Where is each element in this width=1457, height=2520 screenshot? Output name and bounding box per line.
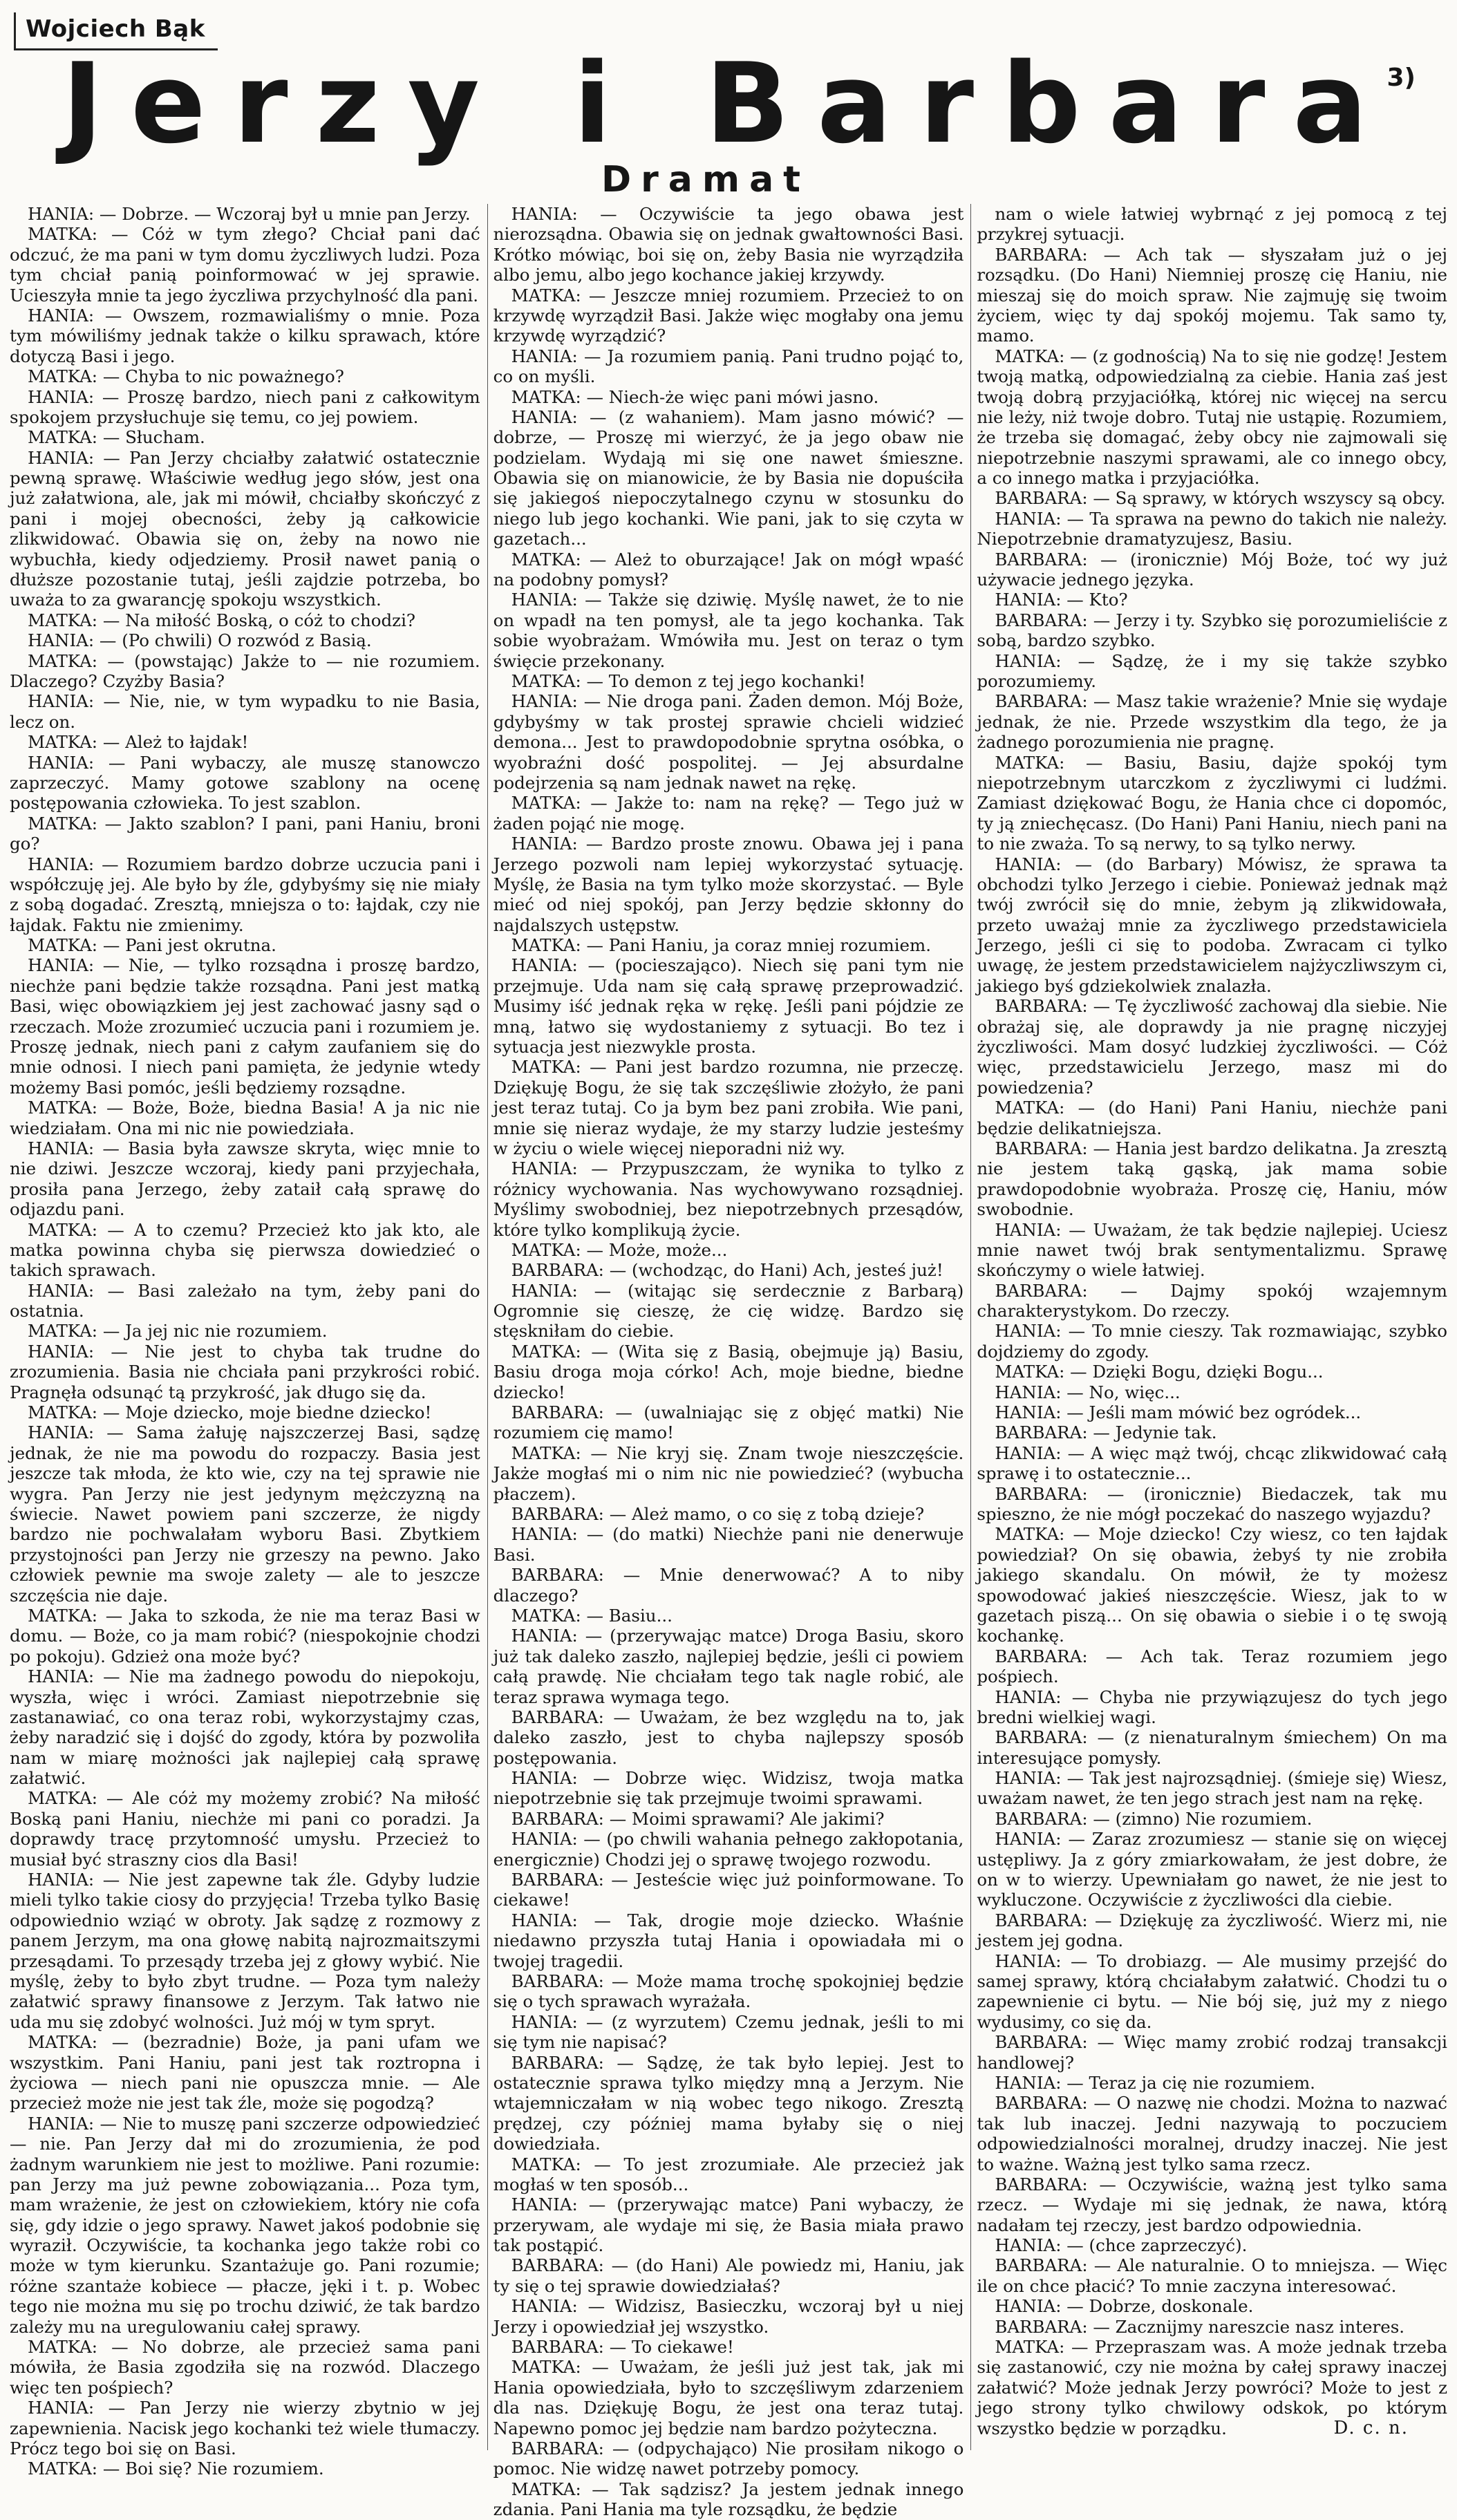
dialogue-paragraph: HANIA: — No, więc... <box>995 1382 1181 1402</box>
dialogue-paragraph: HANIA: — Ja rozumiem panią. Pani trudno pojąć to, co on myśli. <box>493 346 964 387</box>
dialogue-paragraph: MATKA: — Pani jest bardzo rozumna, nie przeczę. Dziękuję Bogu, że się tak szczęśliwie złożyło, że pani jest teraz tutaj. Co ja bym bez pani zrobiła. Wie pani, mnie się nieraz wydaje, że my starzy ludzie jesteśmy w życiu o wiele więcej nieporadni niż wy. <box>493 1057 964 1158</box>
dialogue-paragraph: HANIA: — (Po chwili) O rozwód z Basią. <box>28 630 372 651</box>
dialogue-paragraph: HANIA: — Przypuszczam, że wynika to tylko z różnicy wychowania. Nas wychowywano rozsądniej. Myślimy swobodniej, bez niepotrzebnych przesądów, które tylko komplikują życie. <box>493 1158 964 1240</box>
dialogue-paragraph: BARBARA: — Ach tak. Teraz rozumiem jego pośpiech. <box>977 1646 1448 1687</box>
dialogue-paragraph: HANIA: — (po chwili wahania pełnego zakłopotania, energicznie) Chodzi jej o sprawę twojego rozwodu. <box>493 1829 964 1870</box>
dialogue-paragraph: BARBARA: — Jesteście więc już poinformowane. To ciekawe! <box>493 1870 964 1910</box>
dialogue-paragraph: MATKA: — (bezradnie) Boże, ja pani ufam we wszystkim. Pani Haniu, pani jest tak roztropna i życiowa — niech pani nie opuszcza mnie. — Ale przecież może nie jest tak źle, może się pogodzą? <box>10 2032 480 2114</box>
dialogue-paragraph: HANIA: — Pan Jerzy chciałby załatwić ostatecznie pewną sprawę. Właściwie według jego słów, jest ona już załatwiona, ale, jak mi mówił, chciałby skończyć z pani i mojej obecności, żeby ją całkowicie zlikwidować. Obawia się on, żeby na nowo nie wybuchła, kiedy odjedziemy. Prosił nawet panią o dłuższe pozostanie tutaj, jeśli zajdzie potrzeba, bo uważa to za gwarancję spokoju wszystkich. <box>10 447 480 610</box>
dialogue-paragraph: HANIA: — (witając się serdecznie z Barbarą) Ogromnie się cieszę, że cię widzę. Bardzo się stęskniłam do ciebie. <box>493 1280 964 1342</box>
dialogue-paragraph: BARBARA: — Jerzy i ty. Szybko się porozumieliście z sobą, bardzo szybko. <box>977 610 1448 651</box>
dialogue-paragraph: HANIA: — Pani wybaczy, ale muszę stanowczo zaprzeczyć. Mamy gotowe szablony na ocenę postępowania człowieka. To jest szablon. <box>10 752 480 814</box>
dialogue-paragraph: MATKA: — To demon z tej jego kochanki! <box>511 670 866 691</box>
continuation-note: D. c. n. <box>1333 2418 1409 2438</box>
dialogue-paragraph: HANIA: — To drobiazg. — Ale musimy przejść do samej sprawy, którą chciałabym załatwić. Chodzi tu o zapewnienie ci bytu. — Nie bój się, już my z niego wydusimy, co się da. <box>977 1950 1448 2032</box>
dialogue-paragraph: BARBARA: — Dziękuję za życzliwość. Wierz mi, nie jestem jej godna. <box>977 1910 1448 1951</box>
dialogue-paragraph: MATKA: — Ależ to oburzające! Jak on mógł wpaść na podobny pomysł? <box>493 549 964 590</box>
dialogue-paragraph: BARBARA: — (do Hani) Ale powiedz mi, Haniu, jak ty się o tej sprawie dowiedziałaś? <box>493 2255 964 2296</box>
dialogue-paragraph: BARBARA: — Sądzę, że tak było lepiej. Jest to ostatecznie sprawa tylko między mną a Jerzym. Nie wtajemniczałam w nią wobec tego nikogo. Zresztą prędzej, czy później mama byłaby się o niej dowiedziała. <box>493 2052 964 2154</box>
dialogue-paragraph: BARBARA: — (zimno) Nie rozumiem. <box>995 1808 1313 1829</box>
dialogue-paragraph: MATKA: — Słucham. <box>28 427 205 448</box>
dialogue-paragraph: BARBARA: — (z nienaturalnym śmiechem) On ma interesujące pomysły. <box>977 1727 1448 1768</box>
dialogue-paragraph: HANIA: — Dobrze. — Wczoraj był u mnie pan Jerzy. <box>28 204 471 224</box>
dialogue-paragraph: HANIA: — Nie, — tylko rozsądna i proszę bardzo, niechże pani będzie także rozsądna. Pani jest matką Basi, więc obowiązkiem jej jest zachować jasny sąd o rzeczach. Może zrozumieć uczucia pani i rozumiem je. Proszę jednak, niech pani z całym zaufaniem się do mnie odnosi. I niech pani pamięta, że jedynie wtedy możemy Basi pomóc, jeśli będziemy rozsądne. <box>10 955 480 1098</box>
dialogue-paragraph: MATKA: — Niech-że więc pani mówi jasno. <box>511 386 879 407</box>
dialogue-paragraph: BARBARA: — Uważam, że bez względu na to, jak daleko zaszło, jest to chyba najlepszy sposób postępowania. <box>493 1706 964 1768</box>
dialogue-paragraph: MATKA: — Nie kryj się. Znam twoje nieszczęście. Jakże mogłaś mi o nim nic nie powiedzieć? (wybucha płaczem). <box>493 1442 964 1504</box>
dialogue-paragraph: BARBARA: — (ironicznie) Mój Boże, toć wy już używacie jednego języka. <box>977 549 1448 590</box>
dialogue-paragraph: MATKA: — Jaka to szkoda, że nie ma teraz Basi w domu. — Boże, co ja mam robić? (niespokojnie chodzi po pokoju). Gdzież ona może być? <box>10 1605 480 1666</box>
dialogue-paragraph: HANIA: — Jeśli mam mówić bez ogródek... <box>995 1402 1362 1423</box>
dialogue-paragraph: MATKA: — Cóż w tym złego? Chciał pani dać odczuć, że ma pani w tym domu życzliwych ludzi. Poza tym chciał panią poinformować w jej sprawie. Ucieszyła mnie ta jego życzliwa przychylność dla pani. <box>10 224 480 305</box>
dialogue-paragraph: MATKA: — Pani jest okrutna. <box>28 935 276 956</box>
dialogue-paragraph: MATKA: — (do Hani) Pani Haniu, niechże pani będzie delikatniejsza. <box>977 1098 1448 1138</box>
dialogue-paragraph: HANIA: — Kto? <box>995 590 1128 610</box>
dialogue-paragraph: HANIA: — Nie to muszę pani szczerze odpowiedzieć — nie. Pan Jerzy dał mi do zrozumienia, że pod żadnym warunkiem nie jest to możliwe. Pani rozumie: pan Jerzy ma już pewne zobowiązania... Poza tym, mam wrażenie, że jest on człowiekiem, który nie cofa się, gdy idzie o jego sprawy. Nawet jakoś podobnie się wyraził. Oczywiście, ta kochanka jego także robi co może w tym kierunku. Szantażuje go. Pani rozumie; różne szantaże kobiece — płacze, jęki i t. p. Wobec tego nie można mu się po trochu dziwić, że tak bardzo zależy mu na uregulowaniu całej sprawy. <box>10 2113 480 2337</box>
dialogue-paragraph: BARBARA: — Jedynie tak. <box>995 1422 1217 1443</box>
dialogue-paragraph: MATKA: — Ale cóż my możemy zrobić? Na miłość Boską pani Haniu, niechże mi pani co poradzi. Ja doprawdy tracę przytomność umysłu. Przecież to musiał być straszny cios dla Basi! <box>10 1788 480 1870</box>
dialogue-paragraph: HANIA: — (do matki) Niechże pani nie denerwuje Basi. <box>493 1524 964 1565</box>
article-title: Jerzy i Barbara <box>62 39 1395 168</box>
dialogue-paragraph: MATKA: — Boże, Boże, biedna Basia! A ja nic nie wiedziałam. Ona mi nic nie powiedziała. <box>10 1098 480 1138</box>
dialogue-paragraph: MATKA: — A to czemu? Przecież kto jak kto, ale matka powinna chyba się pierwsza dowiedzieć o takich sprawach. <box>10 1219 480 1281</box>
dialogue-paragraph: HANIA: — (z wahaniem). Mam jasno mówić? — dobrze, — Proszę mi wierzyć, że ja jego obaw nie podzielam. Wydają mi się one nawet śmieszne. Obawia się on mianowicie, że by Basia nie dopuściła się jakiegoś niepoczytalnego czynu w stosunku do niego lub jego kochanki. Wie pani, jak to się czyta w gazetach... <box>493 406 964 549</box>
dialogue-paragraph: MATKA: — Na miłość Boską, o cóż to chodzi? <box>28 610 416 630</box>
dialogue-paragraph: BARBARA: — (ironicznie) Biedaczek, tak mu spieszno, że nie mógł poczekać do naszego wyjazdu? <box>977 1483 1448 1524</box>
dialogue-paragraph: MATKA: — Dzięki Bogu, dzięki Bogu... <box>995 1362 1324 1382</box>
dialogue-paragraph: HANIA: — Proszę bardzo, niech pani z całkowitym spokojem przysłuchuje się temu, co jej powiem. <box>10 386 480 427</box>
dialogue-paragraph: MATKA: — Ja jej nic nie rozumiem. <box>28 1321 328 1342</box>
dialogue-paragraph: BARBARA: — Masz takie wrażenie? Mnie się wydaje jednak, że nie. Przede wszystkim dla tego, że ja żadnego porozumienia nie pragnę. <box>977 691 1448 753</box>
dialogue-paragraph: MATKA: — (Wita się z Basią, obejmuje ją) Basiu, Basiu droga moja córko! Ach, moje biedne, biedne dziecko! <box>493 1341 964 1402</box>
dialogue-paragraph: HANIA: — Ta sprawa na pewno do takich nie należy. Niepotrzebnie dramatyzujesz, Basiu. <box>977 508 1448 549</box>
dialogue-paragraph: HANIA: — Także się dziwię. Myślę nawet, że to nie on wpadł na ten pomysł, ale ta jego kochanka. Tak sobie wyobrażam. Wmówiła mu. Jest on teraz o tym święcie przekonany. <box>493 590 964 671</box>
article-subtitle: Dramat <box>601 159 811 200</box>
dialogue-paragraph: HANIA: — Nie droga pani. Żaden demon. Mój Boże, gdybyśmy w tak prostej sprawie chcieli widzieć demona... Jest to prawdopodobnie sprytna osóbka, o wyobraźni dość pospolitej. — Jej absurdalne podejrzenia są nam jednak nawet na rękę. <box>493 691 964 793</box>
dialogue-paragraph: MATKA: — Moje dziecko, moje biedne dziecko! <box>28 1402 432 1423</box>
dialogue-paragraph: HANIA: — (do Barbary) Mówisz, że sprawa ta obchodzi tylko Jerzego i ciebie. Ponieważ jednak mąż twój zwrócił się do mnie, żebym ją zlikwidowała, przeto uważaj mnie za życzliwego przedstawiciela Jerzego, jeśli ci się to podoba. Zwracam ci tylko uwagę, że jestem przedstawicielem najżyczliwszym ci, jakiego byś gdziekolwiek znalazła. <box>977 854 1448 996</box>
dialogue-paragraph: HANIA: — Basi zależało na tym, żeby pani do ostatnia. <box>10 1280 480 1322</box>
dialogue-paragraph: BARBARA: — (uwalniając się z objęć matki) Nie rozumiem cię mamo! <box>493 1402 964 1443</box>
dialogue-paragraph: MATKA: — Basiu... <box>511 1605 673 1626</box>
dialogue-paragraph: BARBARA: — Ależ mamo, o co się z tobą dzieje? <box>511 1504 925 1524</box>
dialogue-paragraph: BARBARA: — To ciekawe! <box>511 2337 734 2358</box>
dialogue-paragraph: HANIA: — Nie jest to chyba tak trudne do zrozumienia. Basia nie chciała pani przykrości robić. Pragnęła odsunąć tą przykrość, jak długo się da. <box>10 1341 480 1402</box>
dialogue-paragraph: HANIA: — Pan Jerzy nie wierzy zbytnio w jej zapewnienia. Nacisk jego kochanki też wiele tłumaczy. Prócz tego boi się on Basi. <box>10 2398 480 2458</box>
dialogue-paragraph: BARBARA: — Więc mamy zrobić rodzaj transakcji handlowej? <box>977 2032 1448 2073</box>
dialogue-paragraph: BARBARA: — Dajmy spokój wzajemnym charakterystykom. Do rzeczy. <box>977 1280 1448 1322</box>
dialogue-paragraph: MATKA: — No dobrze, ale przecież sama pani mówiła, że Basia zgodziła się na rozwód. Dlaczego więc ten pośpiech? <box>10 2337 480 2398</box>
dialogue-paragraph: MATKA: — Tak sądzisz? Ja jestem jednak innego zdania. Pani Hania ma tyle rozsądku, że będzie <box>493 2479 964 2520</box>
dialogue-paragraph: MATKA: — (powstając) Jakże to — nie rozumiem. Dlaczego? Czyżby Basia? <box>10 650 480 691</box>
dialogue-paragraph: HANIA: — Zaraz zrozumiesz — stanie się on więcej ustępliwy. Ja z góry zmiarkowałam, że jest dobre, że on w to wierzy. Upewniałam go nawet, że nie jest to wykluczone. Oczywiście z życzliwości dla ciebie. <box>977 1829 1448 1910</box>
dialogue-paragraph: MATKA: — Chyba to nic poważnego? <box>28 366 344 387</box>
dialogue-paragraph: BARBARA: — Moimi sprawami? Ale jakimi? <box>511 1808 885 1829</box>
dialogue-paragraph: MATKA: — Jakto szablon? I pani, pani Haniu, broni go? <box>10 813 480 854</box>
dialogue-paragraph: MATKA: — To jest zrozumiałe. Ale przecież jak mogłaś w ten sposób... <box>493 2154 964 2194</box>
dialogue-paragraph: HANIA: — Tak, drogie moje dziecko. Właśnie niedawno przyszła tutaj Hania i opowiadała mi o twojej tragedii. <box>493 1910 964 1971</box>
dialogue-paragraph: BARBARA: — O nazwę nie chodzi. Można to nazwać tak lub inaczej. Jedni nazywają to poczuciem odpowiedzialności moralnej, drudzy inaczej. Nie jest to ważne. Ważną jest tylko sama rzecz. <box>977 2093 1448 2174</box>
dialogue-paragraph: MATKA: — Uważam, że jeśli już jest tak, jak mi Hania opowiedziała, było to szczęśliwym zdarzeniem dla nas. Dziękuję Bogu, że jest ona teraz tutaj. Napewno pomoc jej będzie nam bardzo pożyteczna. <box>493 2357 964 2438</box>
dialogue-paragraph: HANIA: — Dobrze, doskonale. <box>995 2296 1254 2317</box>
dialogue-paragraph: MATKA: — Boi się? Nie rozumiem. <box>28 2458 324 2479</box>
dialogue-paragraph: BARBARA: — Ale naturalnie. O to mniejsza. — Więc ile on chce płacić? To mnie zaczyna interesować. <box>977 2255 1448 2296</box>
dialogue-paragraph: BARBARA: — Może mama trochę spokojniej będzie się o tych sprawach wyrażała. <box>493 1971 964 2012</box>
dialogue-paragraph: HANIA: — (z wyrzutem) Czemu jednak, jeśli to mi się tym nie napisać? <box>493 2011 964 2053</box>
author-byline: Wojciech Bąk <box>14 12 218 50</box>
text-column-2 <box>487 204 964 2520</box>
text-columns <box>10 204 1448 2520</box>
dialogue-paragraph: HANIA: — Sama żałuję najszczerzej Basi, sądzę jednak, że nie ma powodu do rozpaczy. Basia jest jeszcze tak młoda, że kto wie, czy na tej sprawie nie wygra. Pan Jerzy nie jest jedynym mężczyzną na świecie. Nawet powiem pani szczerze, że nigdy bardzo nie pochwalałam wyboru Basi. Zbytkiem przystojności pan Jerzy nie grzeszy na pewno. Jako człowiek pewnie ma swoje zalety — ale to jeszcze szczęścia nie daje. <box>10 1422 480 1606</box>
dialogue-paragraph: BARBARA: — (odpychająco) Nie prosiłam nikogo o pomoc. Nie widzę nawet potrzeby pomocy. <box>493 2438 964 2479</box>
dialogue-paragraph: MATKA: — Przepraszam was. A może jednak trzeba się zastanowić, czy nie można by całej sprawy inaczej załatwić? Może jednak Jerzy powróci? Może to jest z jego strony tylko chwilowy odskok, po którym wszystko będzie w porządku. <box>977 2337 1448 2438</box>
dialogue-paragraph: HANIA: — Nie ma żadnego powodu do niepokoju, wyszła, więc i wróci. Zamiast niepotrzebnie się zastanawiać, co ona teraz robi, wykorzystajmy czas, żeby naradzić się i dojść do zgody, która by pozwoliła nam w miarę możności jak najlepiej całą sprawę załatwić. <box>10 1666 480 1789</box>
dialogue-paragraph: MATKA: — Basiu, Basiu, dajże spokój tym niepotrzebnym utarczkom z życzliwymi ci ludźmi. Zamiast dziękować Bogu, że Hania chce ci dopomóc, ty ją zniechęcasz. (Do Hani) Pani Haniu, niech pani na to nie zważa. To są nerwy, to są tylko nerwy. <box>977 752 1448 854</box>
episode-number: 3) <box>1386 64 1416 92</box>
dialogue-paragraph: HANIA: — A więc mąż twój, chcąc zlikwidować całą sprawę i to ostatecznie... <box>977 1442 1448 1484</box>
dialogue-paragraph: HANIA: — Oczywiście ta jego obawa jest nierozsądna. Obawia się on jednak gwałtowności Basi. Krótko mówiąc, boi się on, żeby Basia nie wyrządziła albo jemu, albo jego kochance jakiej krzywdy. <box>493 204 964 285</box>
dialogue-paragraph: HANIA: — Dobrze więc. Widzisz, twoja matka niepotrzebnie się tak przejmuje twoimi sprawami. <box>493 1768 964 1809</box>
dialogue-paragraph: HANIA: — To mnie cieszy. Tak rozmawiając, szybko dojdziemy do zgody. <box>977 1321 1448 1362</box>
dialogue-paragraph: HANIA: — Sądzę, że i my się także szybko porozumiemy. <box>977 650 1448 691</box>
dialogue-paragraph: HANIA: — Tak jest najrozsądniej. (śmieje się) Wiesz, uważam nawet, że ten jego strach jest nam na rękę. <box>977 1768 1448 1809</box>
dialogue-paragraph: HANIA: — Nie jest zapewne tak źle. Gdyby ludzie mieli tylko takie ciosy do przyjęcia! Trzeba tylko Basię odpowiednio wziąć w obroty. Jak sądzę z rozmowy z panem Jerzym, ma ona głowę nabitą najrozmaitszymi przesądami. To przesądy trzeba jej z głowy wybić. Nie myślę, żeby to było zbyt trudne. — Poza tym należy załatwić sprawy finansowe z Jerzym. Tak łatwo nie uda mu się zdobyć wolności. Już mój w tym spryt. <box>10 1870 480 2032</box>
dialogue-paragraph: BARBARA: — Są sprawy, w których wszyscy są obcy. <box>995 488 1446 509</box>
dialogue-paragraph: MATKA: — (z godnością) Na to się nie godzę! Jestem twoją matką, odpowiedzialną za ciebie. Hania zaś jest twoją dobrą przyjaciółką, której nic więcej na sercu nie leży, niż twoje dobro. Tutaj nie ustąpię. Rozumiem, że trzeba się domagać, żeby obcy nie zajmowali się niepotrzebnie naszymi sprawami, ale co innego obcy, a co innego matka i przyjaciółka. <box>977 346 1448 489</box>
dialogue-paragraph: BARBARA: — Ach tak — słyszałam już o jej rozsądku. (Do Hani) Niemniej proszę cię Haniu, nie mieszaj się do moich spraw. Nie zajmuję się twoim życiem, więc ty daj spokój mojemu. Tak samo ty, mamo. <box>977 244 1448 346</box>
dialogue-paragraph: HANIA: — Chyba nie przywiązujesz do tych jego bredni wielkiej wagi. <box>977 1686 1448 1727</box>
dialogue-paragraph: HANIA: — Owszem, rozmawialiśmy o mnie. Poza tym mówiliśmy jednak także o kilku sprawach, które dotyczą Basi i jego. <box>10 305 480 366</box>
dialogue-paragraph: MATKA: — Pani Haniu, ja coraz mniej rozumiem. <box>511 935 932 956</box>
dialogue-paragraph: BARBARA: — Tę życzliwość zachowaj dla siebie. Nie obrażaj się, ale doprawdy ja nie pragnę niczyjej życzliwości. Mam dosyć ludzkiej życzliwości. — Cóż więc, przedstawicielu Jerzego, masz mi do powiedzenia? <box>977 996 1448 1098</box>
dialogue-paragraph: HANIA: — Nie, nie, w tym wypadku to nie Basia, lecz on. <box>10 691 480 732</box>
dialogue-paragraph: MATKA: — Jeszcze mniej rozumiem. Przecież to on krzywdę wyrządził Basi. Jakże więc mogłaby ona jemu krzywdę wyrządzić? <box>493 285 964 346</box>
dialogue-paragraph: HANIA: — Rozumiem bardzo dobrze uczucia pani i współczuję jej. Ale było by źle, gdybyśmy się nie miały z sobą dogadać. Zresztą, mniejsza o to: łajdak, czy nie łajdak. Faktu nie zmienimy. <box>10 854 480 935</box>
dialogue-paragraph: HANIA: — (pocieszająco). Niech się pani tym nie przejmuje. Uda nam się całą sprawę przeprowadzić. Musimy iść jednak ręka w rękę. Jeśli pani pójdzie ze mną, łatwo się wydostaniemy z sytuacji. Bo tez i sytuacja jest niezwykle prosta. <box>493 955 964 1057</box>
dialogue-paragraph: HANIA: — (przerywając matce) Droga Basiu, skoro już tak daleko zaszło, najlepiej będzie, jeśli ci powiem całą prawdę. Nie chciałam tego tak nagle robić, ale teraz sprawa wymaga tego. <box>493 1626 964 1707</box>
dialogue-paragraph: BARBARA: — Oczywiście, ważną jest tylko sama rzecz. — Wydaje mi się jednak, że nawa, którą nadałam tej rzeczy, jest bardzo odpowiednia. <box>977 2174 1448 2235</box>
dialogue-paragraph: BARBARA: — Mnie denerwować? A to niby dlaczego? <box>493 1565 964 1606</box>
dialogue-paragraph: HANIA: — Teraz ja cię nie rozumiem. <box>995 2072 1315 2093</box>
dialogue-paragraph: nam o wiele łatwiej wybrnąć z jej pomocą z tej przykrej sytuacji. <box>977 204 1448 245</box>
dialogue-paragraph: MATKA: — Może, może... <box>511 1239 728 1260</box>
dialogue-paragraph: BARBARA: — Hania jest bardzo delikatna. Ja zresztą nie jestem taką gąską, jak mama sobie prawdopodobnie wyobraża. Proszę cię, Haniu, mów swobodnie. <box>977 1138 1448 1220</box>
dialogue-paragraph: MATKA: — Ależ to łajdak! <box>28 732 249 753</box>
dialogue-paragraph: HANIA: — Uważam, że tak będzie najlepiej. Uciesz mnie nawet twój brak sentymentalizmu. Sprawę skończymy o wiele łatwiej. <box>977 1219 1448 1281</box>
dialogue-paragraph: HANIA: — (przerywając matce) Pani wybaczy, że przerywam, ale wydaje mi się, że Basia miała prawo tak postąpić. <box>493 2194 964 2256</box>
dialogue-paragraph: BARBARA: — Zacznijmy nareszcie nasz interes. <box>995 2316 1405 2337</box>
dialogue-paragraph: HANIA: — Bardzo proste znowu. Obawa jej i pana Jerzego pozwoli nam lepiej wykorzystać sytuację. Myślę, że Basia na tym tylko może skorzystać. — Byle mieć od niej spokój, pan Jerzy będzie skłonny do najdalszych ustępstw. <box>493 834 964 935</box>
text-column-1 <box>10 204 480 2479</box>
dialogue-paragraph: BARBARA: — (wchodząc, do Hani) Ach, jesteś już! <box>511 1260 943 1281</box>
dialogue-paragraph: HANIA: — Widzisz, Basieczku, wczoraj był u niej Jerzy i opowiedział jej wszystko. <box>493 2296 964 2337</box>
dialogue-paragraph: MATKA: — Moje dziecko! Czy wiesz, co ten łajdak powiedział? On się obawia, żebyś ty nie zrobiła jakiego skandalu. On mówił, że ty możesz spowodować jakieś nieszczęście. Wiesz, jak to w gazetach piszą... On się obawia o siebie i o tę swoją kochankę. <box>977 1524 1448 1646</box>
dialogue-paragraph: HANIA: — Basia była zawsze skryta, więc mnie to nie dziwi. Jeszcze wczoraj, kiedy pani przyjechała, prosiła pana Jerzego, żeby zataił całą sprawę do odjazdu pani. <box>10 1138 480 1220</box>
dialogue-paragraph: MATKA: — Jakże to: nam na rękę? — Tego już w żaden pojąć nie mogę. <box>493 793 964 834</box>
dialogue-paragraph: HANIA: — (chce zaprzeczyć). <box>995 2235 1248 2256</box>
text-column-3 <box>970 204 1447 2450</box>
